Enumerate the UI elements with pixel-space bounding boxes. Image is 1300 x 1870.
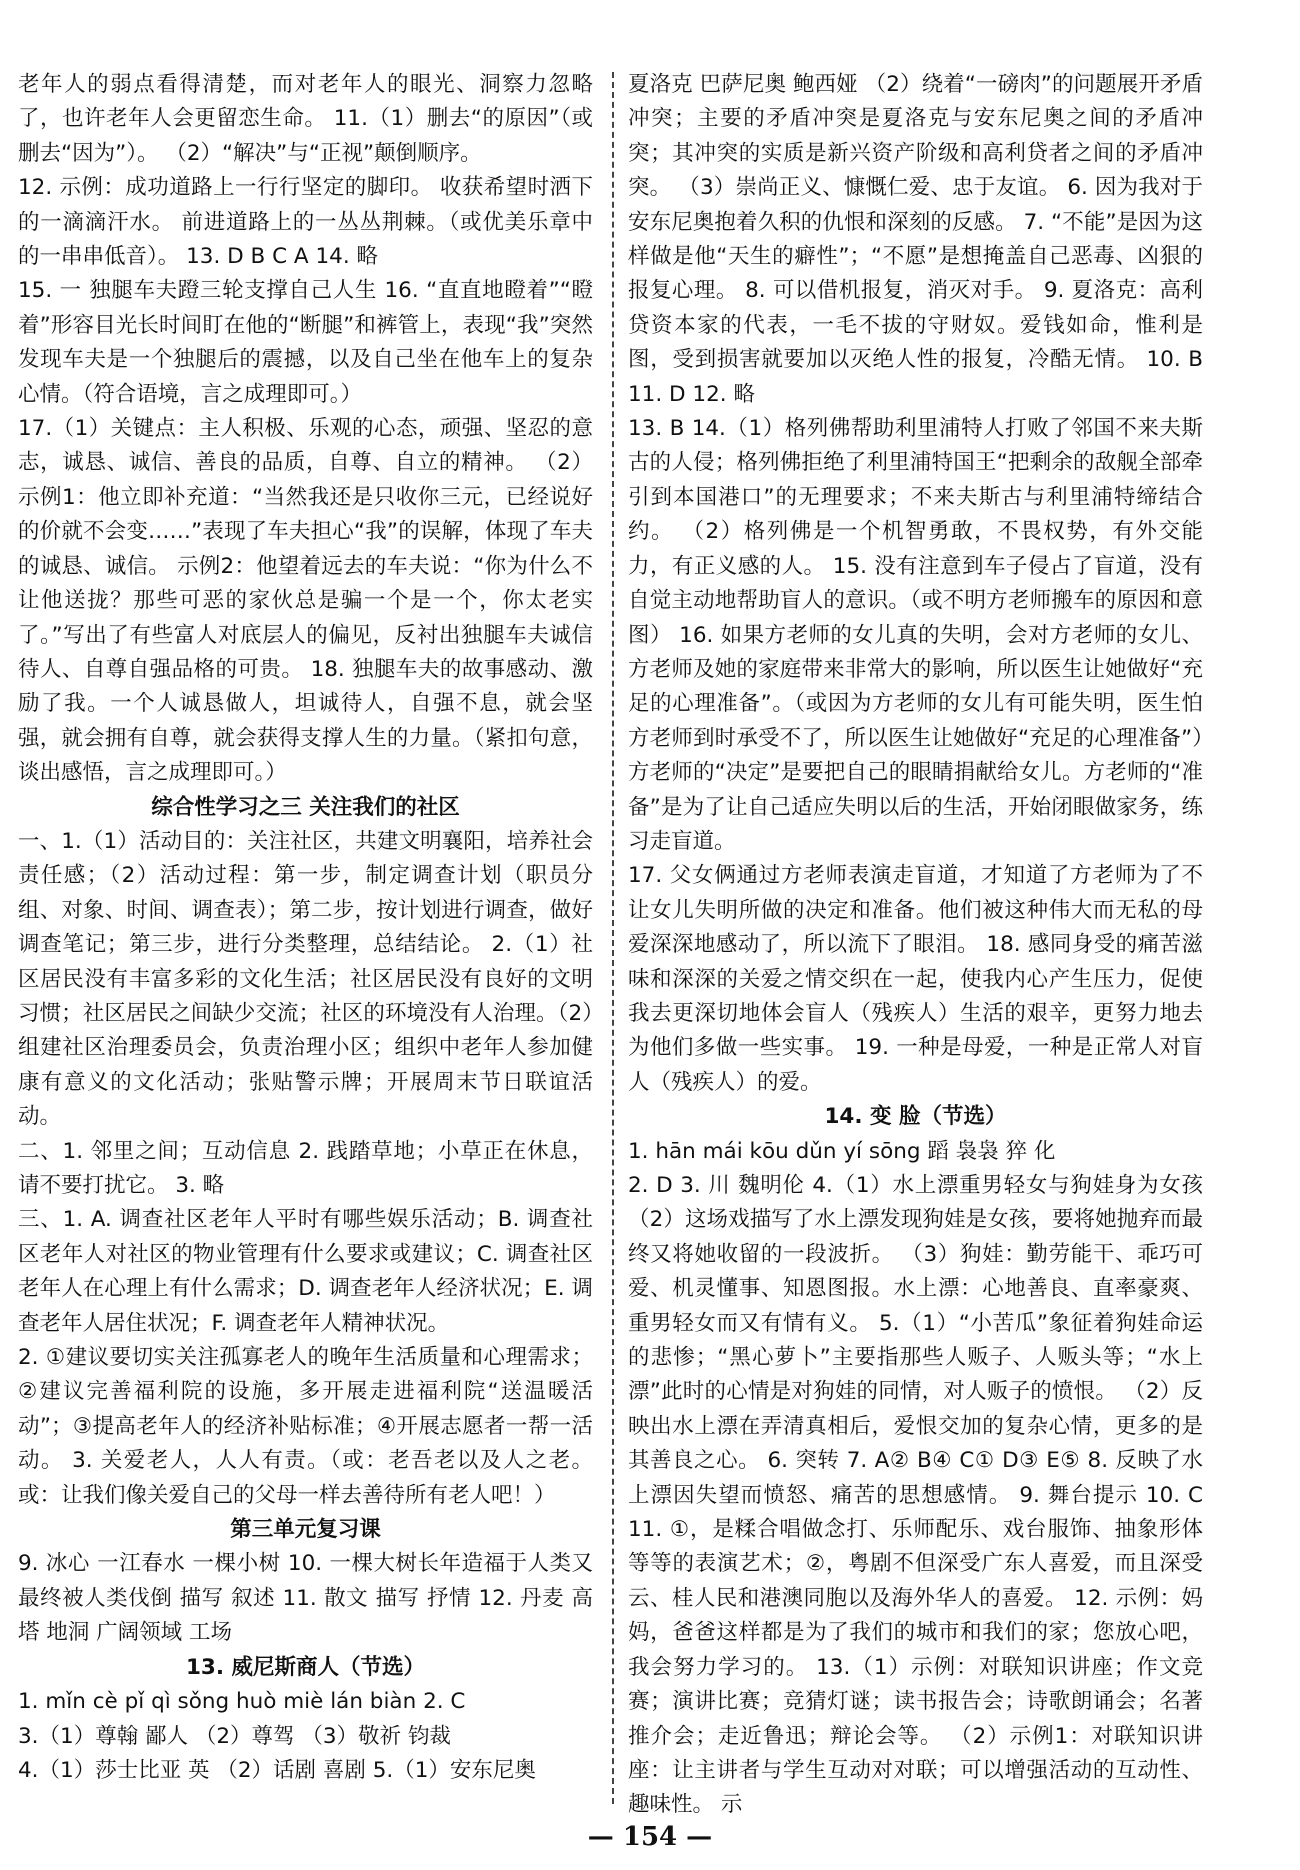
answer-paragraph: 1. mǐn cè pǐ qì sǒng huò miè lán biàn 2. C: [18, 1689, 466, 1715]
column-divider: [612, 72, 614, 1804]
answer-paragraph: 老年人的弱点看得清楚，而对老年人的眼光、洞察力忽略了，也许老年人会更留恋生命。 11.（1）删去“的原因”（或删去“因为”）。 （2）“解决”与“正视”颠倒顺序。: [18, 72, 593, 166]
answer-paragraph: 15. 一 独腿车夫蹬三轮支撑自己人生 16. “直直地瞪着”“瞪着”形容目光长时间盯在他的“断腿”和裤管上，表现“我”突然发现车夫是一个独腿后的震撼，以及自己坐在他车上的复杂心情。（符合语境，言之成理即可。）: [18, 278, 593, 407]
answer-paragraph: 9. 冰心 一江春水 一棵小树 10. 一棵大树长年造福于人类又最终被人类伐倒 描写 叙述 11. 散文 描写 抒情 12. 丹麦 高塔 地洞 广阔领域 工场: [18, 1551, 593, 1646]
answer-paragraph: 2. ①建议要切实关注孤寡老人的晚年生活质量和心理需求；②建议完善福利院的设施，多开展走进福利院“送温暖活动”；③提高老年人的经济补贴标准；④开展志愿者一帮一活动。 3. 关爱老人，人人有责。（或：老吾老以及人之老。或：让我们像关爱自己的父母一样去善待所有老人吧！）: [18, 1345, 593, 1508]
answer-paragraph: 17.（1）关键点：主人积极、乐观的心态，顽强、坚忍的意志，诚恳、诚信、善良的品质，自尊、自立的精神。 （2）示例1：他立即补充道：“当然我还是只收你三元，已经说好的价就不会变……”表现了车夫担心“我”的误解，体现了车夫的诚恳、诚信。 示例2：他望着远去的车夫说：“你为什么不让他送拢？那些可恶的家伙总是骗一个是一个，你太老实了。”写出了有些富人对底层人的偏见，反衬出独腿车夫诚信待人、自尊自强品格的可贵。 18. 独腿车夫的故事感动、激励了我。一个人诚恳做人，坦诚待人，自强不息，就会坚强，就会拥有自尊，就会获得支撑人生的力量。（紧扣句意，谈出感悟，言之成理即可。）: [18, 416, 593, 786]
section-heading: 14. 变 脸（节选）: [824, 1104, 1007, 1130]
answer-paragraph: 1. hān mái kōu dǔn yí sōng 蹈 袅袅 猝 化: [628, 1138, 1056, 1164]
page-number: — 154 —: [587, 1822, 713, 1852]
section-heading: 综合性学习之三 关注我们的社区: [151, 794, 460, 820]
left-column: [18, 68, 593, 1788]
answer-paragraph: 17. 父女俩通过方老师表演走盲道，才知道了方老师为了不让女儿失明所做的决定和准备。他们被这种伟大而无私的母爱深深地感动了，所以流下了眼泪。 18. 感同身受的痛苦滋味和深深的关爱之情交织在一起，使我内心产生压力，促使我去更深切地体会盲人（残疾人）生活的艰辛，更努力地去为他们多做一些实事。 19. 一种是母爱，一种是正常人对盲人（残疾人）的爱。: [628, 863, 1203, 1095]
section-heading: 第三单元复习课: [230, 1517, 381, 1543]
answer-paragraph: 三、1. A. 调查社区老年人平时有哪些娱乐活动；B. 调查社区老年人对社区的物业管理有什么要求或建议；C. 调查社区老年人在心理上有什么需求；D. 调查老年人经济状况；E. 调查老年人居住状况；F. 调查老年人精神状况。: [18, 1207, 593, 1336]
answer-paragraph: 一、1.（1）活动目的：关注社区，共建文明襄阳，培养社会责任感；（2）活动过程：第一步，制定调查计划（职员分组、对象、时间、调查表）；第二步，按计划进行调查，做好调查笔记；第三步，进行分类整理，总结结论。 2.（1）社区居民没有丰富多彩的文化生活；社区居民没有良好的文明习惯；社区居民之间缺少交流；社区的环境没有人治理。（2）组建社区治理委员会，负责治理小区；组织中老年人参加健康有意义的文化活动；张贴警示牌；开展周末节日联谊活动。: [18, 828, 593, 1130]
answer-paragraph: 夏洛克 巴萨尼奥 鲍西娅 （2）绕着“一磅肉”的问题展开矛盾冲突；主要的矛盾冲突是夏洛克与安东尼奥之间的矛盾冲突；其冲突的实质是新兴资产阶级和高利贷者之间的矛盾冲突。 （3）崇尚正义、慷慨仁爱、忠于友谊。 6. 因为我对于安东尼奥抱着久积的仇恨和深刻的反感。 7. “不能”是因为这样做是他“天生的癖性”；“不愿”是想掩盖自己恶毒、凶狠的报复心理。 8. 可以借机报复，消灭对手。 9. 夏洛克：高利贷资本家的代表，一毛不拔的守财奴。爱钱如命，惟利是图，受到损害就要加以灭绝人性的报复，冷酷无情。 10. B 11. D 12. 略: [628, 72, 1203, 407]
answer-paragraph: 13. B 14.（1）格列佛帮助利里浦特人打败了邻国不来夫斯古的人侵；格列佛拒绝了利里浦特国王“把剩余的敌舰全部牵引到本国港口”的无理要求；不来夫斯古与利里浦特缔结合约。 （2）格列佛是一个机智勇敢，不畏权势，有外交能力，有正义感的人。 15. 没有注意到车子侵占了盲道，没有自觉主动地帮助盲人的意识。（或不明方老师搬车的原因和意图） 16. 如果方老师的女儿真的失明，会对方老师的女儿、方老师及她的家庭带来非常大的影响，所以医生让她做好“充足的心理准备”。（或因为方老师的女儿有可能失明，医生怕方老师到时承受不了，所以医生让她做好“充足的心理准备”）方老师的“决定”是要把自己的眼睛捐献给女儿。方老师的“准备”是为了让自己适应失明以后的生活，开始闭眼做家务，练习走盲道。: [628, 416, 1203, 854]
answer-paragraph: 12. 示例：成功道路上一行行坚定的脚印。 收获希望时洒下的一滴滴汗水。 前进道路上的一丛丛荆棘。（或优美乐章中的一串串低音）。 13. D B C A 14. 略: [18, 175, 593, 270]
answer-paragraph: 2. D 3. 川 魏明伦 4.（1）水上漂重男轻女与狗娃身为女孩 （2）这场戏描写了水上漂发现狗娃是女孩，要将她抛弃而最终又将她收留的一段波折。 （3）狗娃：勤劳能干、乖巧可爱、机灵懂事、知恩图报。水上漂：心地善良、直率豪爽、重男轻女而又有情有义。 5.（1）“小苦瓜”象征着狗娃命运的悲惨；“黑心萝卜”主要指那些人贩子、人贩头等；“水上漂”此时的心情是对狗娃的同情，对人贩子的愤恨。 （2）反映出水上漂在弄清真相后，爱恨交加的复杂心情，更多的是其善良之心。 6. 突转 7. A② B④ C① D③ E⑤ 8. 反映了水上漂因失望而愤怒、痛苦的思想感情。 9. 舞台提示 10. C 11. ①，是糅合唱做念打、乐师配乐、戏台服饰、抽象形体等等的表演艺术；②，粤剧不但深受广东人喜爱，而且深受云、桂人民和港澳同胞以及海外华人的喜爱。 12. 示例：妈妈，爸爸这样都是为了我们的城市和我们的家；您放心吧，我会努力学习的。 13.（1）示例：对联知识讲座；作文竞赛；演讲比赛；竞猜灯谜；读书报告会；诗歌朗诵会；名著推介会；走近鲁迅；辩论会等。 （2）示例1：对联知识讲座：让主讲者与学生互动对对联；可以增强活动的互动性、趣味性。 示: [628, 1173, 1203, 1818]
section-heading: 13. 威尼斯商人（节选）: [185, 1654, 426, 1680]
answer-paragraph: 二、1. 邻里之间；互动信息 2. 践踏草地；小草正在休息，请不要打扰它。 3. 略: [18, 1138, 593, 1198]
answer-paragraph: 3.（1）尊翰 鄙人 （2）尊驾 （3）敬祈 钧裁: [18, 1723, 451, 1749]
answer-paragraph: 4.（1）莎士比亚 英 （2）话剧 喜剧 5.（1）安东尼奥: [18, 1757, 536, 1783]
right-column: [628, 68, 1203, 1823]
